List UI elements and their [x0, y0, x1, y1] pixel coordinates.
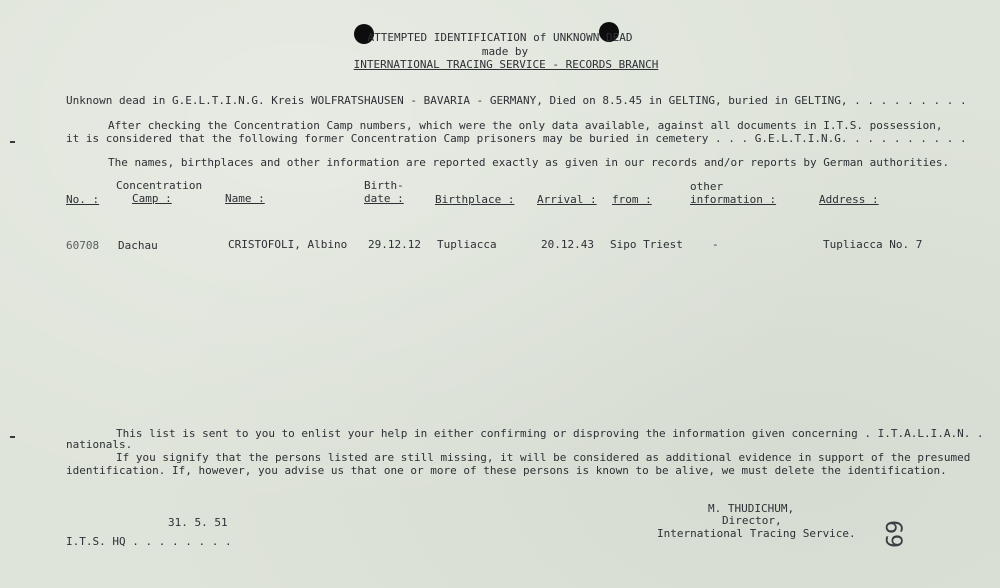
table-cell-other: - [712, 238, 719, 251]
unknown-dead-line: Unknown dead in G.E.L.T.I.N.G. Kreis WOLFRATSHAUSEN - BAVARIA - GERMANY, Died on 8.5.45 in GELTING, buried in GELTING, . . . . . . . . . [66, 94, 967, 107]
header-camp: Camp : [132, 192, 172, 205]
header-birth-top: Birth- [364, 179, 404, 192]
check-line-1: After checking the Concentration Camp numbers, which were the only data available, against all documents in I.T.S. possession, [108, 119, 943, 132]
table-cell-address: Tupliacca No. 7 [823, 238, 923, 251]
document-subtitle: made by [481, 45, 529, 58]
check-line-2: it is considered that the following former Concentration Camp prisoners may be buried in cemetery . . . G.E.L.T.I.N.G. . . . . . . . . . [66, 132, 967, 145]
edge-mark [10, 436, 15, 438]
table-cell-birthdate: 29.12.12 [368, 238, 421, 251]
list-purpose-line-1: This list is sent to you to enlist your help in either confirming or disproving the information given concerning . I.T.A.L.I.A.N. . [116, 427, 984, 440]
signify-line-2: identification. If, however, you advise us that one or more of these persons is known to be alive, we must delete the identification. [66, 464, 947, 477]
header-camp-top: Concentration [116, 179, 203, 192]
header-arrival: Arrival : [537, 193, 597, 206]
table-cell-name: CRISTOFOLI, Albino [228, 238, 348, 251]
names-info-line: The names, birthplaces and other information are reported exactly as given in our records and/or reports by German authorities. [108, 156, 950, 169]
table-cell-no: 60708 [66, 239, 100, 252]
header-birthdate: date : [364, 192, 404, 205]
header-other-top: other [690, 180, 724, 193]
signatory-title: Director, [722, 514, 782, 527]
header-birthplace: Birthplace : [435, 193, 515, 206]
document-date: 31. 5. 51 [168, 516, 228, 529]
header-from: from : [612, 193, 652, 206]
header-address: Address : [819, 193, 879, 206]
header-no: No. : [66, 193, 100, 206]
page-number: 69 [880, 520, 905, 548]
edge-mark [10, 141, 15, 143]
its-hq-line: I.T.S. HQ . . . . . . . . [66, 535, 232, 548]
document-issuer: INTERNATIONAL TRACING SERVICE - RECORDS BRANCH [353, 58, 659, 71]
table-cell-camp: Dachau [118, 239, 158, 252]
signify-line-1: If you signify that the persons listed are still missing, it will be considered as additional evidence in support of the presumed [116, 451, 971, 464]
table-cell-birthplace: Tupliacca [437, 238, 497, 251]
table-cell-arrival: 20.12.43 [541, 238, 594, 251]
list-purpose-line-2: nationals. [66, 438, 133, 451]
header-name: Name : [225, 192, 265, 205]
header-other: information : [690, 193, 777, 206]
signatory-organization: International Tracing Service. [657, 527, 856, 540]
table-cell-from: Sipo Triest [610, 238, 683, 251]
document-title: ATTEMPTED IDENTIFICATION of UNKNOWN DEAD [367, 31, 633, 44]
signatory-name: M. THUDICHUM, [708, 502, 795, 515]
